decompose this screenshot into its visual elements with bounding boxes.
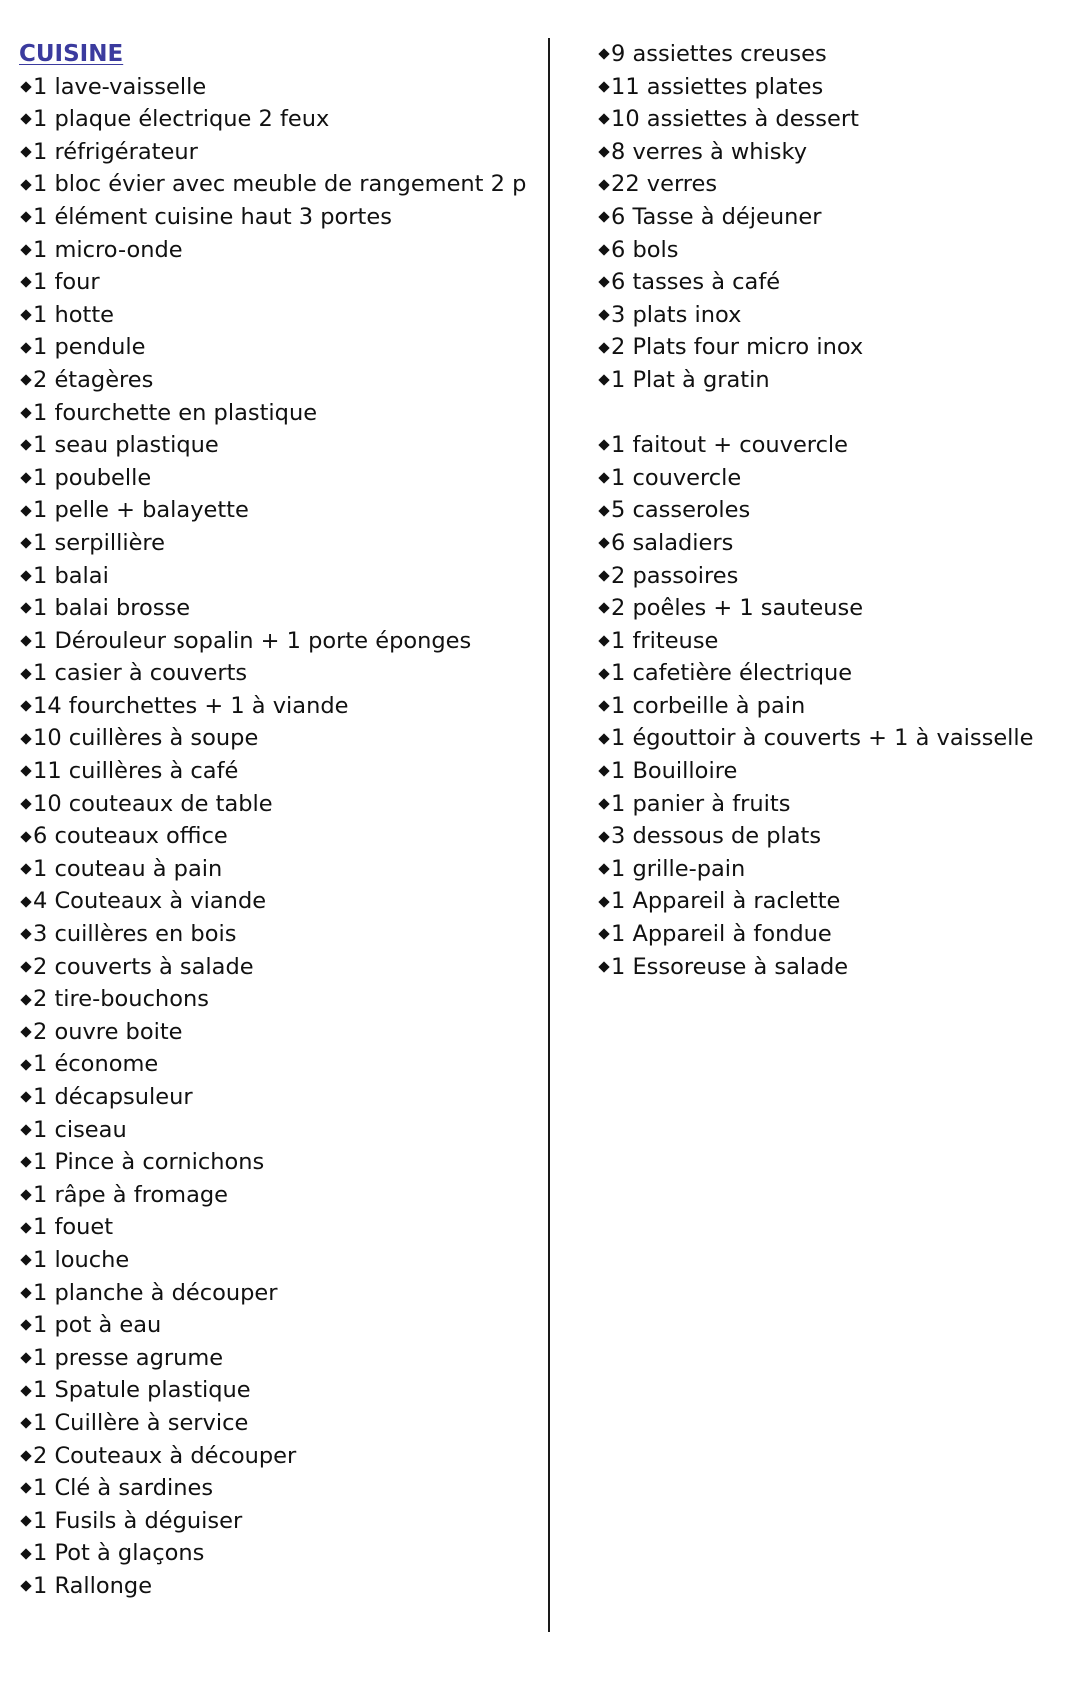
diamond-bullet-icon <box>20 896 31 907</box>
list-item-label: 4 Couteaux à viande <box>33 888 267 915</box>
section-heading: CUISINE <box>19 41 124 67</box>
list-item <box>597 722 1067 755</box>
list-item-label: 1 décapsuleur <box>33 1084 193 1110</box>
list-item <box>19 462 539 495</box>
list-item-label: 2 couverts à salade <box>33 953 254 980</box>
list-item <box>597 527 1067 560</box>
diamond-bullet-icon <box>20 1320 31 1331</box>
list-item <box>597 168 1067 201</box>
diamond-bullet-icon <box>20 1385 31 1396</box>
list-item-label: 2 ouvre boite <box>33 1018 183 1045</box>
list-item <box>19 1472 539 1505</box>
list-item-label: 1 four <box>33 269 100 296</box>
diamond-bullet-icon <box>20 570 31 581</box>
diamond-bullet-icon <box>598 766 609 777</box>
list-item-label: 1 friteuse <box>611 627 719 654</box>
list-item <box>19 364 539 397</box>
list-item <box>597 951 1067 984</box>
list-item-label: 2 tire-bouchons <box>33 986 209 1013</box>
diamond-bullet-icon <box>598 635 609 646</box>
list-item <box>19 657 539 690</box>
list-item <box>19 1570 539 1603</box>
list-item-label: 1 bloc évier avec meuble de rangement 2 p <box>33 171 527 198</box>
list-item-label: 1 Appareil à raclette <box>611 888 841 915</box>
list-item-label: 1 pot à eau <box>33 1312 162 1339</box>
list-item-label: 3 cuillères en bois <box>33 921 237 948</box>
list-item <box>19 885 539 918</box>
list-item <box>597 625 1067 658</box>
diamond-bullet-icon <box>598 472 609 483</box>
diamond-bullet-icon <box>20 81 31 92</box>
list-item <box>19 853 539 886</box>
diamond-bullet-icon <box>20 1026 31 1037</box>
list-item <box>597 103 1067 136</box>
list-item <box>597 462 1067 495</box>
diamond-bullet-icon <box>20 603 31 614</box>
diamond-bullet-icon <box>598 831 609 842</box>
list-item-label: 2 Couteaux à découper <box>33 1442 297 1469</box>
diamond-bullet-icon <box>598 961 609 972</box>
list-item <box>19 1537 539 1570</box>
list-item <box>19 1309 539 1342</box>
list-item-label: 5 casseroles <box>611 497 751 524</box>
list-item <box>19 1179 539 1212</box>
list-item-label: 1 couteau à pain <box>33 855 223 882</box>
diamond-bullet-icon <box>598 212 609 223</box>
list-item <box>597 755 1067 788</box>
diamond-bullet-icon <box>598 668 609 679</box>
list-item <box>19 1342 539 1375</box>
list-item-label: 1 faitout + couvercle <box>611 432 849 459</box>
list-item-label: 1 Dérouleur sopalin + 1 porte éponges <box>33 627 472 654</box>
list-item <box>19 1374 539 1407</box>
list-item <box>19 1016 539 1049</box>
list-item-label: 1 seau plastique <box>33 432 219 459</box>
list-item-label: 11 cuillères à café <box>33 758 239 785</box>
list-item-label: 6 bols <box>611 236 679 263</box>
diamond-bullet-icon <box>598 146 609 157</box>
list-item <box>19 1277 539 1310</box>
diamond-bullet-icon <box>20 766 31 777</box>
list-item-label: 1 louche <box>33 1246 130 1273</box>
diamond-bullet-icon <box>20 472 31 483</box>
diamond-bullet-icon <box>598 375 609 386</box>
list-item-label: 1 râpe à fromage <box>33 1181 228 1208</box>
diamond-bullet-icon <box>598 863 609 874</box>
list-item <box>19 1505 539 1538</box>
list-item-label: 1 réfrigérateur <box>33 138 198 165</box>
diamond-bullet-icon <box>20 1189 31 1200</box>
diamond-bullet-icon <box>20 1483 31 1494</box>
list-item <box>19 1081 539 1114</box>
diamond-bullet-icon <box>20 375 31 386</box>
list-item <box>597 918 1067 951</box>
diamond-bullet-icon <box>20 1450 31 1461</box>
list-item <box>597 788 1067 821</box>
diamond-bullet-icon <box>598 798 609 809</box>
list-item <box>19 234 539 267</box>
list-item-label: 1 pendule <box>33 334 146 361</box>
list-item-label: 1 Cuillère à service <box>33 1409 249 1436</box>
list-item-label: 1 Fusils à déguiser <box>33 1507 243 1534</box>
diamond-bullet-icon <box>598 505 609 516</box>
list-item-label: 9 assiettes creuses <box>611 41 827 67</box>
list-item <box>19 494 539 527</box>
diamond-bullet-icon <box>598 342 609 353</box>
list-item <box>19 168 539 201</box>
list-item <box>597 38 1067 71</box>
diamond-bullet-icon <box>20 798 31 809</box>
diamond-bullet-icon <box>20 635 31 646</box>
diamond-bullet-icon <box>20 114 31 125</box>
list-item-label: 1 Rallonge <box>33 1572 153 1599</box>
list-item-label: 1 ciseau <box>33 1116 127 1143</box>
list-item <box>19 560 539 593</box>
list-item-label: 6 Tasse à déjeuner <box>611 203 822 230</box>
list-item <box>19 331 539 364</box>
diamond-bullet-icon <box>20 146 31 157</box>
diamond-bullet-icon <box>20 1222 31 1233</box>
list-item-label: 1 plaque électrique 2 feux <box>33 106 330 133</box>
diamond-bullet-icon <box>20 342 31 353</box>
list-item <box>19 299 539 332</box>
list-item-label: 1 fouet <box>33 1214 114 1241</box>
list-item-label: 1 casier à couverts <box>33 660 248 687</box>
list-item <box>597 331 1067 364</box>
list-item <box>19 527 539 560</box>
list-item <box>19 755 539 788</box>
list-item <box>597 853 1067 886</box>
list-item-label: 3 dessous de plats <box>611 823 822 850</box>
diamond-bullet-icon <box>598 603 609 614</box>
diamond-bullet-icon <box>20 179 31 190</box>
diamond-bullet-icon <box>20 1548 31 1559</box>
list-item-label: 10 couteaux de table <box>33 790 273 817</box>
list-item <box>19 820 539 853</box>
list-item-label: 1 hotte <box>33 301 114 328</box>
diamond-bullet-icon <box>20 1157 31 1168</box>
diamond-bullet-icon <box>20 1287 31 1298</box>
list-item-label: 1 Essoreuse à salade <box>611 953 849 980</box>
list-item <box>597 429 1067 462</box>
list-item-label: 3 plats inox <box>611 301 742 328</box>
diamond-bullet-icon <box>20 1124 31 1135</box>
list-item-label: 1 égouttoir à couverts + 1 à vaisselle <box>611 725 1034 752</box>
list-item <box>19 397 539 430</box>
diamond-bullet-icon <box>20 1352 31 1363</box>
left-column-list <box>19 38 539 1603</box>
list-item-label: 8 verres à whisky <box>611 138 808 165</box>
list-item <box>597 266 1067 299</box>
list-item <box>597 657 1067 690</box>
list-item-label: 14 fourchettes + 1 à viande <box>33 692 349 719</box>
diamond-bullet-icon <box>20 440 31 451</box>
list-item-label: 10 assiettes à dessert <box>611 106 859 133</box>
list-item-label: 1 Spatule plastique <box>33 1377 251 1404</box>
list-item-label: 1 poubelle <box>33 464 152 491</box>
list-item <box>597 364 1067 397</box>
list-item <box>19 1146 539 1179</box>
diamond-bullet-icon <box>598 733 609 744</box>
diamond-bullet-icon <box>598 570 609 581</box>
list-item <box>597 136 1067 169</box>
diamond-bullet-icon <box>20 831 31 842</box>
diamond-bullet-icon <box>20 668 31 679</box>
diamond-bullet-icon <box>20 1255 31 1266</box>
list-item-label: 1 Plat à gratin <box>611 366 770 393</box>
diamond-bullet-icon <box>20 1092 31 1103</box>
list-item-label: 6 tasses à café <box>611 269 781 296</box>
diamond-bullet-icon <box>20 309 31 320</box>
diamond-bullet-icon <box>20 1059 31 1070</box>
list-item <box>597 690 1067 723</box>
list-item <box>19 690 539 723</box>
diamond-bullet-icon <box>20 929 31 940</box>
diamond-bullet-icon <box>20 701 31 712</box>
list-item-label: 1 Pince à cornichons <box>33 1149 265 1176</box>
diamond-bullet-icon <box>20 407 31 418</box>
diamond-bullet-icon <box>598 896 609 907</box>
diamond-bullet-icon <box>20 863 31 874</box>
diamond-bullet-icon <box>20 277 31 288</box>
list-item <box>19 1114 539 1147</box>
list-item-label: 1 presse agrume <box>33 1344 224 1371</box>
diamond-bullet-icon <box>598 440 609 451</box>
list-item <box>597 299 1067 332</box>
list-item-label: 1 pelle + balayette <box>33 497 249 524</box>
diamond-bullet-icon <box>20 244 31 255</box>
list-item-label: 2 poêles + 1 sauteuse <box>611 595 864 622</box>
list-item-label: 2 Plats four micro inox <box>611 334 864 361</box>
list-item <box>19 201 539 234</box>
list-item-label: 1 cafetière électrique <box>611 660 853 687</box>
column-divider <box>548 38 550 1632</box>
list-item <box>19 1048 539 1081</box>
diamond-bullet-icon <box>20 212 31 223</box>
list-item <box>19 1211 539 1244</box>
diamond-bullet-icon <box>598 309 609 320</box>
list-item <box>19 722 539 755</box>
diamond-bullet-icon <box>20 1418 31 1429</box>
list-item-label: 1 corbeille à pain <box>611 692 806 719</box>
list-item-label: 10 cuillères à soupe <box>33 725 259 752</box>
list-item <box>597 234 1067 267</box>
list-item <box>19 103 539 136</box>
diamond-bullet-icon <box>20 1515 31 1526</box>
list-item-label: 1 lave-vaisselle <box>33 73 207 100</box>
list-item-label: 1 fourchette en plastique <box>33 399 318 426</box>
list-item-label: 2 étagères <box>33 366 154 393</box>
list-item <box>597 885 1067 918</box>
list-item-label: 1 panier à fruits <box>611 790 791 817</box>
diamond-bullet-icon <box>20 994 31 1005</box>
list-item <box>19 918 539 951</box>
list-item <box>597 592 1067 625</box>
list-item-label: 1 élément cuisine haut 3 portes <box>33 203 392 230</box>
list-item <box>19 429 539 462</box>
list-item <box>19 788 539 821</box>
list-item <box>19 951 539 984</box>
list-item <box>597 494 1067 527</box>
list-item-label: 1 Bouilloire <box>611 758 738 785</box>
list-item <box>19 136 539 169</box>
list-item <box>597 71 1067 104</box>
list-item <box>19 1407 539 1440</box>
list-item-label: 1 Clé à sardines <box>33 1475 214 1502</box>
list-item-label: 11 assiettes plates <box>611 73 824 100</box>
list-item-label: 1 Appareil à fondue <box>611 921 832 948</box>
list-item-label: 1 micro-onde <box>33 236 183 263</box>
list-item-label: 6 saladiers <box>611 529 734 556</box>
diamond-bullet-icon <box>20 733 31 744</box>
list-item-label: 1 Pot à glaçons <box>33 1540 205 1567</box>
diamond-bullet-icon <box>20 1581 31 1592</box>
list-item-label: 1 couvercle <box>611 464 742 491</box>
diamond-bullet-icon <box>598 114 609 125</box>
right-column-list <box>597 38 1067 983</box>
diamond-bullet-icon <box>20 505 31 516</box>
diamond-bullet-icon <box>598 49 609 60</box>
diamond-bullet-icon <box>598 179 609 190</box>
list-item-label: 1 grille-pain <box>611 855 746 882</box>
list-item-label: 1 serpillière <box>33 529 166 556</box>
list-item-label: 1 planche à découper <box>33 1279 278 1306</box>
list-item <box>597 820 1067 853</box>
diamond-bullet-icon <box>598 929 609 940</box>
diamond-bullet-icon <box>20 538 31 549</box>
list-item <box>19 1244 539 1277</box>
list-item-label: 22 verres <box>611 171 718 198</box>
diamond-bullet-icon <box>598 538 609 549</box>
diamond-bullet-icon <box>598 277 609 288</box>
list-item <box>19 592 539 625</box>
diamond-bullet-icon <box>598 701 609 712</box>
list-item <box>19 266 539 299</box>
list-item <box>19 625 539 658</box>
list-item-label: 6 couteaux office <box>33 823 228 850</box>
diamond-bullet-icon <box>598 244 609 255</box>
list-item <box>597 560 1067 593</box>
list-item <box>19 983 539 1016</box>
diamond-bullet-icon <box>598 81 609 92</box>
list-item <box>19 71 539 104</box>
list-item-label: 1 économe <box>33 1051 159 1078</box>
list-item-label: 1 balai brosse <box>33 595 191 622</box>
list-item <box>597 201 1067 234</box>
list-item <box>19 1440 539 1473</box>
list-item-label: 2 passoires <box>611 562 739 589</box>
diamond-bullet-icon <box>20 961 31 972</box>
list-item-label: 1 balai <box>33 562 109 589</box>
